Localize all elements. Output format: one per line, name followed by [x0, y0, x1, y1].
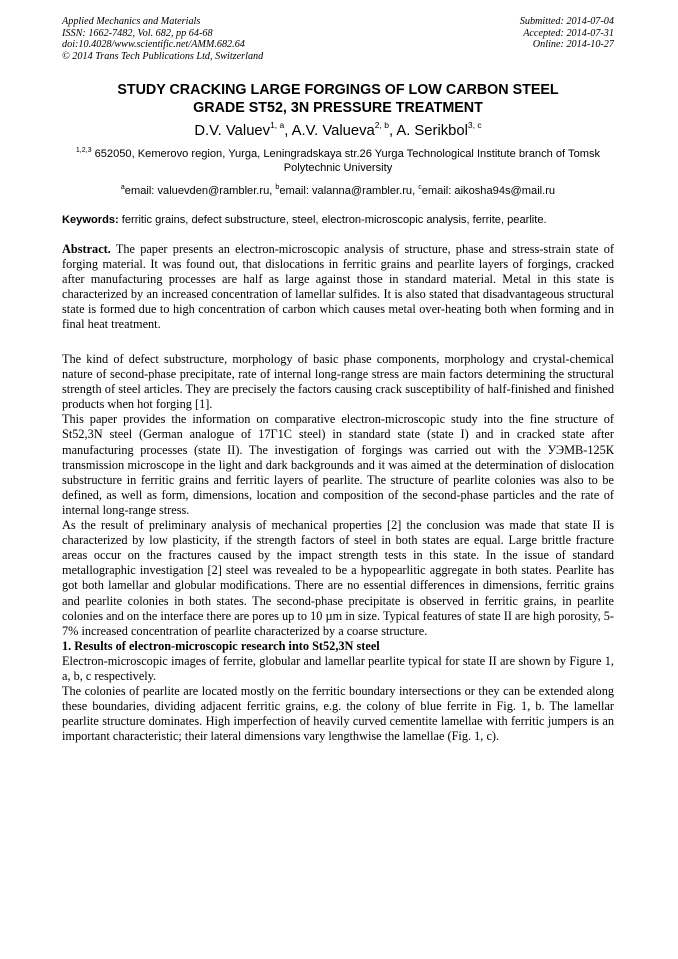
body-paragraph: This paper provides the information on comparative electron-microscopic study into the fine structure of St52,3N steel (German analogue of 17Г1С steel) in standard state (state I) and in cracked state after manufacturing processes (state II). The investigation of forgings was carried out with the УЭМВ-125К transmission microscope in the light and dark backgrounds and it was aimed at the determination of dislocation substructure in ferritic grains and ferritic layers of pearlite. The structure of pearlite colonies was also to be defined, as well as form, dimensions, location and composition of the second-phase particles and the rate of internal long-range stress. [62, 412, 614, 517]
issn-line: ISSN: 1662-7482, Vol. 682, pp 64-68 [62, 27, 213, 39]
main-text [62, 352, 614, 744]
title-line-2: GRADE ST52, 3N PRESSURE TREATMENT [193, 99, 483, 116]
title-line-1: STUDY CRACKING LARGE FORGINGS OF LOW CARBON STEEL [117, 82, 559, 98]
copyright-line: © 2014 Trans Tech Publications Ltd, Switzerland [62, 50, 264, 62]
author-affiliation-mark: 2, b [374, 120, 389, 130]
abstract [62, 242, 614, 333]
body-paragraph: The colonies of pearlite are located mostly on the ferritic boundary intersections or they can be extended along these boundaries, dividing adjacent ferritic grains, e.g. the colony of blue ferrite in Fig. 1, b. The lamellar pearlite structure dominates. High imperfection of heavily curved cementite lamellae with ferritic jumpers is an important characteristic; their lateral dimensions vary lengthwise the lamellae (Fig. 1, c). [62, 684, 614, 744]
doi-link[interactable]: doi:10.4028/www.scientific.net/AMM.682.64 [62, 39, 245, 51]
author-affiliation-mark: 3, c [467, 120, 482, 130]
author-name: D.V. Valuev [194, 123, 271, 139]
email-item[interactable]: email: valuevden@rambler.ru, [124, 185, 276, 197]
email-mark: b [275, 184, 280, 191]
author-name: A. Serikbol [396, 123, 468, 139]
publication-info [62, 16, 263, 62]
section-heading: 1. Results of electron-microscopic research into St52,3N steel [62, 638, 380, 653]
author-separator: , [388, 123, 397, 139]
online-date: Online: 2014-10-27 [532, 39, 614, 51]
email-mark: a [120, 184, 125, 191]
body-paragraph: The kind of defect substructure, morphology of basic phase components, morphology and crystal-chemical nature of second-phase precipitate, rate of internal long-range stress are main factors determining the structural strength of steel articles. They are precisely the factors causing crack susceptibility of half-finished and finished products when hot forging [1]. [62, 352, 614, 412]
affiliation-text: 652050, Kemerovo region, Yurga, Leningradskaya str.26 Yurga Technological Institute branch of Tomsk Polytechnic University [91, 148, 601, 174]
author-separator: , [284, 123, 292, 139]
keywords-text: ferritic grains, defect substructure, steel, electron-microscopic analysis, ferrite, pearlite. [118, 214, 547, 226]
keywords [62, 213, 618, 227]
author-list [62, 122, 614, 140]
publication-dates [520, 16, 614, 51]
journal-name: Applied Mechanics and Materials [62, 16, 201, 27]
email-item[interactable]: email: aikosha94s@mail.ru [421, 185, 556, 197]
affiliation-mark: 1,2,3 [75, 147, 92, 154]
accepted-date: Accepted: 2014-07-31 [523, 27, 614, 39]
email-list [62, 184, 614, 198]
paper-title [62, 82, 614, 117]
author-name: A.V. Valueva [291, 123, 375, 139]
submitted-date: Submitted: 2014-07-04 [519, 16, 614, 27]
affiliation [62, 148, 614, 176]
email-mark: c [418, 184, 422, 191]
abstract-label: Abstract. [62, 242, 111, 256]
body-paragraph: As the result of preliminary analysis of mechanical properties [2] the conclusion was made that state II is characterized by low plasticity, if the strength factors of steel in both states are equal. Large brittle fracture areas occur on the fractures caused by the impact strength tests in this state. In the issue of standard metallographic investigation [2] steel was revealed to be a hypopearlitic aggregate in both states. Pearlite has got both lamellar and globular modifications. There are no essential differences in dimensions, ferritic grains and pearlite colonies in both states. The second-phase precipitate is observed in ferritic grains, in pearlite colonies and on the interface there are pores up to 10 µm in size. Typical features of state II are high porosity, 5-7% increased concentration of pearlite characterized by a coarse structure. [62, 518, 614, 638]
keywords-label: Keywords: [62, 214, 119, 226]
abstract-paragraph [62, 242, 614, 333]
email-item[interactable]: email: valanna@rambler.ru, [279, 185, 419, 197]
body-paragraph: Electron-microscopic images of ferrite, globular and lamellar pearlite typical for state II are shown by Figure 1, a, b, c respectively. [62, 653, 614, 683]
author-affiliation-mark: 1, a [270, 120, 285, 130]
abstract-text: The paper presents an electron-microscopic analysis of structure, phase and stress-strain state of forging material. It was found out, that dislocations in ferritic grains and pearlite layers of forgings, cracked after manufacturing processes are half as large against those in standard material. Metal in this state is characterized by an increased concentration of lamellar sulfides. It is also stated that disadvantageous structural state is formed due to high concentration of carbon which causes metal over-heating both when forming and in final heat treatment. [62, 242, 614, 332]
